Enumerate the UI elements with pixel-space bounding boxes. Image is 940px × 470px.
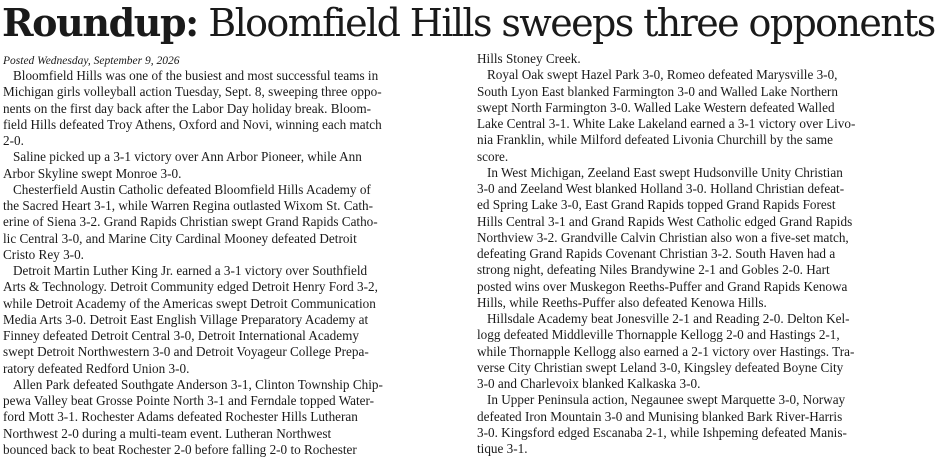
article-line: 3-0 and Charlevoix blanked Kalkaska 3-0.: [477, 376, 701, 391]
article-line: ed Spring Lake 3-0, East Grand Rapids topped Grand Rapids Forest: [477, 197, 836, 213]
article-line: while Thornapple Kellogg also earned a 2-1 victory over Hastings. Tra-: [477, 343, 855, 359]
article-line: Lake Central 3-1. White Lake Lakeland earned a 3-1 victory over Livo-: [477, 116, 856, 131]
article-line: posted wins over Muskegon Reeths-Puffer and Grand Rapids Kenowa: [477, 278, 848, 294]
article-line: Northwest 2-0 during a multi-team event. Lutheran Northwest: [3, 425, 332, 441]
article-line: the Sacred Heart 3-1, while Warren Regina outlasted Wixom St. Cath-: [3, 198, 374, 213]
article-line: field Hills defeated Troy Athens, Oxford and Novi, winning each match: [3, 116, 382, 132]
article-column-right: [477, 51, 937, 457]
article-line: defeated Iron Mountain 3-0 and Munising blanked Bark River-Harris: [477, 408, 843, 424]
article-line: swept Detroit Northwestern 3-0 and Detroit Voyageur College Prepa-: [3, 344, 369, 360]
article-line: Royal Oak swept Hazel Park 3-0, Romeo defeated Marysville 3-0,: [487, 67, 838, 83]
article-line: lic Central 3-0, and Marine City Cardinal Mooney defeated Detroit: [3, 230, 357, 246]
article-line: Cristo Rey 3-0.: [3, 246, 84, 262]
article-line: Northview 3-2. Grandville Calvin Christian also won a five-set match,: [477, 229, 849, 245]
headline-title: Bloomfield Hills sweeps three opponents: [197, 1, 935, 45]
article-line: verse City Christian swept Leland 3-0, Kingsley defeated Boyne City: [477, 359, 844, 375]
article-line: Bloomfield Hills was one of the busiest and most successful teams in: [13, 68, 379, 83]
article-line: erine of Siena 3-2. Grand Rapids Christian swept Grand Rapids Catho-: [3, 214, 378, 230]
article-column-left: [3, 68, 463, 458]
article-line: while Detroit Academy of the Americas swept Detroit Communication: [3, 295, 376, 311]
article-line: Hillsdale Academy beat Jonesville 2-1 and Reading 2-0. Delton Kel-: [487, 311, 850, 326]
headline: [2, 0, 938, 46]
article-line: Chesterfield Austin Catholic defeated Bloomfield Hills Academy of: [13, 181, 371, 197]
article-line: Detroit Martin Luther King Jr. earned a 3-1 victory over Southfield: [13, 263, 368, 278]
article-line: Media Arts 3-0. Detroit East English Village Preparatory Academy at: [3, 311, 369, 327]
headline-kicker: Roundup:: [2, 0, 198, 45]
article-line: 3-0. Kingsford edged Escanaba 2-1, while Ishpeming defeated Manis-: [477, 424, 847, 440]
article-line: Hills Stoney Creek.: [477, 51, 581, 66]
article-line: Arbor Skyline swept Monroe 3-0.: [3, 165, 182, 181]
article-line: ford Mott 3-1. Rochester Adams defeated Rochester Hills Lutheran: [3, 409, 358, 425]
article-line: In Upper Peninsula action, Negaunee swept Marquette 3-0, Norway: [487, 392, 846, 408]
article-line: logg defeated Middleville Thornapple Kellogg 2-0 and Hastings 2-1,: [477, 327, 840, 343]
article-line: nents on the first day back after the Labor Day holiday break. Bloom-: [3, 100, 372, 116]
article-line: Hills, while Reeths-Puffer also defeated Kenowa Hills.: [477, 294, 767, 310]
article-line: Saline picked up a 3-1 victory over Ann Arbor Pioneer, while Ann: [13, 149, 362, 165]
article-line: nia Franklin, while Milford defeated Livonia Churchill by the same: [477, 132, 833, 148]
article-line: pewa Valley beat Grosse Pointe North 3-1 and Ferndale topped Water-: [3, 393, 374, 408]
article-line: swept North Farmington 3-0. Walled Lake Western defeated Walled: [477, 99, 835, 115]
article-line: bounced back to beat Rochester 2-0 before falling 2-0 to Rochester: [3, 441, 357, 457]
article-line: score.: [477, 148, 509, 164]
article-line: Hills Central 3-1 and Grand Rapids West Catholic edged Grand Rapids: [477, 213, 853, 229]
article-line: 3-0 and Zeeland West blanked Holland 3-0. Holland Christian defeat-: [477, 181, 845, 196]
article-line: defeating Grand Rapids Covenant Christian 3-2. South Haven had a: [477, 246, 836, 261]
article-line: Arts & Technology. Detroit Community edged Detroit Henry Ford 3-2,: [3, 279, 378, 295]
article-line: Allen Park defeated Southgate Anderson 3-1, Clinton Township Chip-: [13, 376, 383, 392]
article-line: Finney defeated Detroit Central 3-0, Detroit International Academy: [3, 328, 359, 343]
article-line: ratory defeated Redford Union 3-0.: [3, 360, 190, 376]
article-line: In West Michigan, Zeeland East swept Hudsonville Unity Christian: [487, 164, 843, 180]
dateline: Posted Wednesday, September 9, 2026: [3, 55, 180, 67]
article-line: 2-0.: [3, 133, 24, 148]
article-line: tique 3-1.: [477, 441, 528, 456]
article-line: Michigan girls volleyball action Tuesday, Sept. 8, sweeping three oppo-: [3, 84, 382, 100]
article-line: South Lyon East blanked Farmington 3-0 and Walled Lake Northern: [477, 83, 838, 99]
article-line: strong night, defeating Niles Brandywine 2-1 and Gobles 2-0. Hart: [477, 262, 830, 278]
